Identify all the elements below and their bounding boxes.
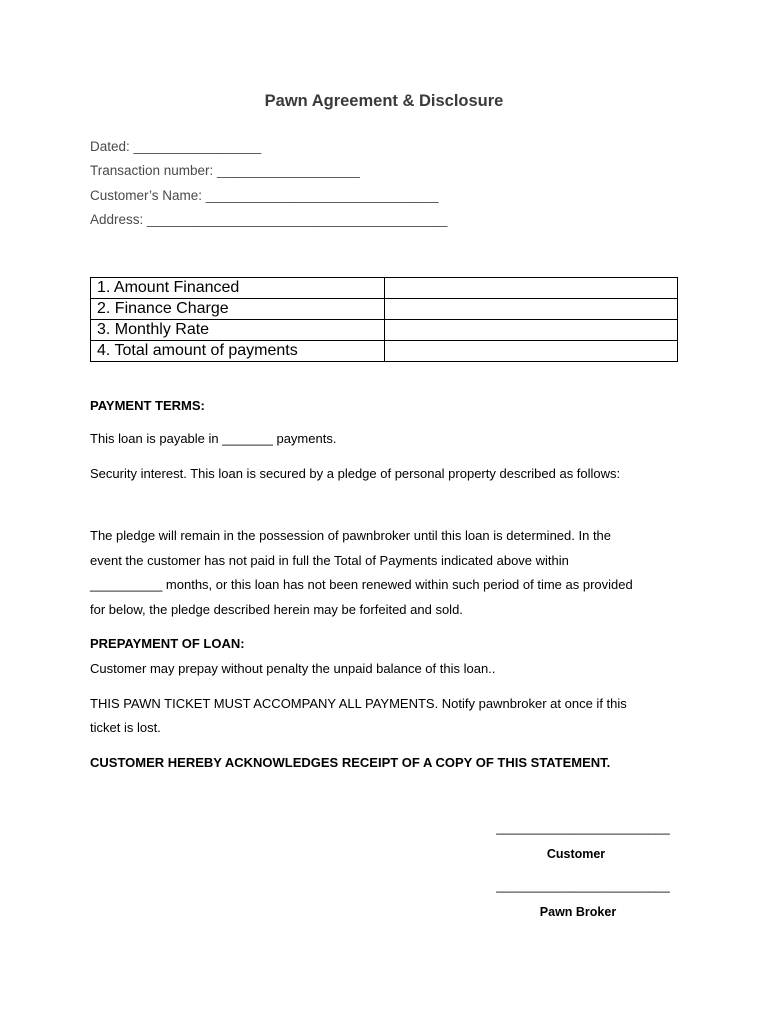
prepayment-heading: PREPAYMENT OF LOAN: [90,636,245,651]
pledge-text-line: __________ months, or this loan has not been renewed within such period of time as provided [90,577,633,592]
customer-signature-label: Customer [546,847,606,861]
address-field: Address: ________________________________________ [90,212,448,227]
pawn-ticket-notice-line: ticket is lost. [90,720,161,735]
payment-terms-heading: PAYMENT TERMS: [90,398,205,413]
monthly-rate-value [385,320,678,341]
table-row [91,278,678,299]
pledge-text-line: for below, the pledge described herein may be forfeited and sold. [90,602,463,617]
finance-charge-value [385,299,678,320]
amount-financed-value [385,278,678,299]
transaction-number-field: Transaction number: ___________________ [90,163,360,178]
finance-charge-label: 2. Finance Charge [91,299,385,320]
prepayment-text: Customer may prepay without penalty the unpaid balance of this loan.. [90,661,496,676]
pledge-text-line: The pledge will remain in the possession of pawnbroker until this loan is determined. In the [90,528,612,543]
total-payments-value [385,341,678,362]
pawn-broker-signature-line: ________________________ [496,878,670,893]
acknowledgement-text: CUSTOMER HEREBY ACKNOWLEDGES RECEIPT OF A COPY OF THIS STATEMENT. [90,755,611,770]
finance-table [90,277,678,362]
customer-name-field: Customer’s Name: _______________________________ [90,188,439,203]
page-title: Pawn Agreement & Disclosure [264,92,504,110]
pledge-text-line: event the customer has not paid in full the Total of Payments indicated above within [90,553,569,568]
monthly-rate-label: 3. Monthly Rate [91,320,385,341]
security-interest-text: Security interest. This loan is secured by a pledge of personal property described as follows: [90,466,621,481]
payable-text: This loan is payable in _______ payments. [90,431,337,446]
pawn-ticket-notice-line: THIS PAWN TICKET MUST ACCOMPANY ALL PAYMENTS. Notify pawnbroker at once if this [90,696,627,711]
dated-field: Dated: _________________ [90,139,262,154]
table-row [91,341,678,362]
table-row [91,299,678,320]
pawn-broker-signature-label: Pawn Broker [539,905,617,919]
table-row [91,320,678,341]
amount-financed-label: 1. Amount Financed [91,278,385,299]
customer-signature-line: ________________________ [496,820,670,835]
total-payments-label: 4. Total amount of payments [91,341,385,362]
